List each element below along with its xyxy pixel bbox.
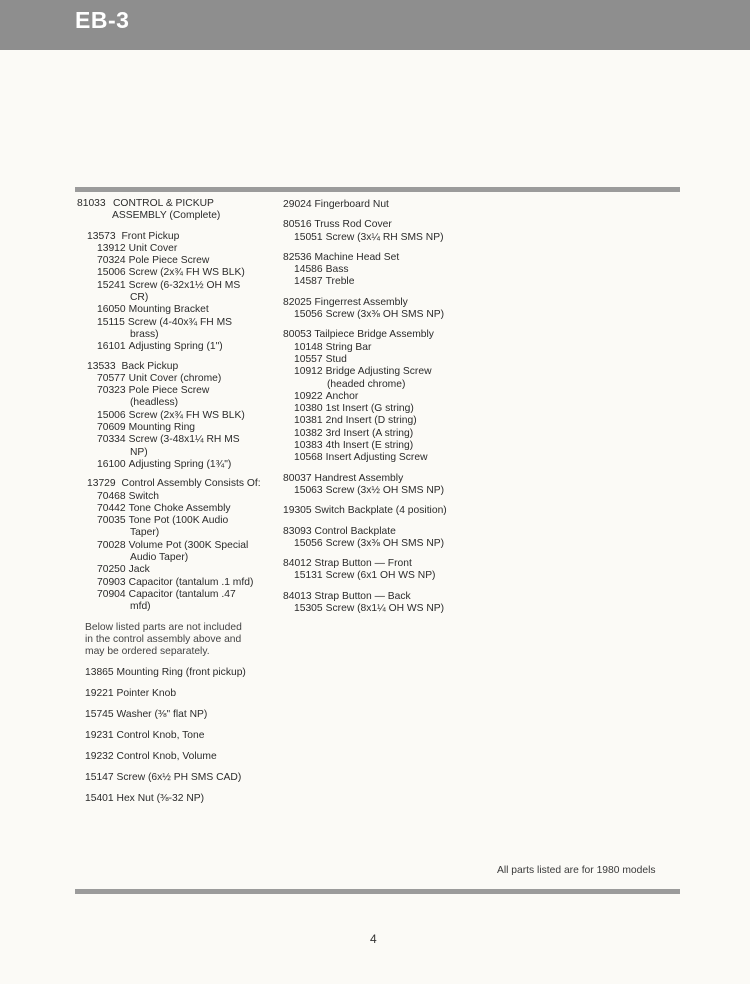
part-description: Screw (3x½ OH SMS NP): [325, 484, 445, 496]
part-number: 70323: [97, 385, 126, 397]
part-description-cont: mfd): [130, 601, 151, 613]
separate-order-note: [77, 622, 270, 659]
part-number: 10381: [294, 415, 323, 427]
part-number: 84013: [283, 590, 312, 602]
part-description: Insert Adjusting Screw: [325, 452, 428, 464]
main-assembly: [77, 198, 277, 223]
group-title: Fingerrest Assembly: [314, 296, 408, 308]
model-code: EB-3: [75, 7, 130, 33]
part-number: 15051: [294, 231, 323, 243]
part-description: Screw (6-32x1½ OH MS: [128, 279, 241, 291]
group-title: Tailpiece Bridge Assembly: [314, 329, 434, 341]
part-row: [77, 373, 277, 385]
part-number: 15131: [294, 570, 323, 582]
part-row: [283, 485, 483, 497]
part-number: 70334: [97, 434, 126, 446]
part-description: Screw (2x¾ FH WS BLK): [128, 267, 245, 279]
part-row: [283, 452, 483, 464]
part-number: 15745: [85, 709, 114, 721]
part-description: 2nd Insert (D string): [325, 415, 417, 427]
part-row: [77, 422, 277, 434]
part-description-cont: CR): [130, 292, 149, 304]
part-row: [283, 415, 483, 427]
bottom-divider: [75, 889, 680, 894]
group-title: Switch Backplate (4 position): [314, 505, 447, 517]
part-group: [283, 558, 483, 583]
part-description: Screw (6x½ PH SMS CAD): [116, 772, 242, 784]
part-description: Anchor: [325, 390, 359, 402]
part-number: 16100: [97, 458, 126, 470]
part-description: Bass: [325, 264, 349, 276]
group-title: Handrest Assembly: [314, 472, 404, 484]
part-number: 19232: [85, 751, 114, 763]
part-number: 83093: [283, 525, 312, 537]
part-row: [283, 403, 483, 415]
group-title: Truss Rod Cover: [314, 219, 392, 231]
part-row: [283, 428, 483, 440]
part-group: [283, 329, 483, 464]
page-number: 4: [370, 932, 377, 946]
parts-column-right: [283, 199, 483, 623]
part-description: Mounting Bracket: [128, 304, 209, 316]
part-number: 80516: [283, 219, 312, 231]
note-line: may be ordered separately.: [85, 646, 210, 658]
part-group: [283, 252, 483, 289]
part-description: Hex Nut (⅜-32 NP): [116, 793, 205, 805]
part-number: 29024: [283, 199, 312, 210]
part-description: Tone Choke Assembly: [128, 502, 231, 514]
part-number: 82536: [283, 251, 312, 263]
part-number: 70028: [97, 539, 126, 551]
part-number: 15063: [294, 484, 323, 496]
part-row: [77, 255, 277, 267]
separate-parts-list: [77, 667, 277, 805]
part-number: 14586: [294, 264, 323, 276]
part-number: 81033: [77, 198, 106, 209]
part-number: 13573: [87, 230, 116, 242]
part-description: Control Knob, Tone: [116, 730, 205, 742]
part-description: Pole Piece Screw: [128, 385, 210, 397]
part-description-cont: NP): [130, 446, 148, 458]
group-title: Front Pickup: [121, 230, 180, 242]
note-line: Below listed parts are not included: [85, 621, 242, 633]
part-number: 10383: [294, 440, 323, 452]
part-number: 13729: [87, 478, 116, 490]
part-row: [283, 366, 483, 391]
part-number: 16050: [97, 304, 126, 316]
part-number: 15305: [294, 603, 323, 615]
part-row: [77, 459, 277, 471]
part-description: Unit Cover (chrome): [128, 372, 222, 384]
part-description: Washer (⅜" flat NP): [116, 709, 208, 721]
part-description: Mounting Ring: [128, 422, 196, 434]
part-description: Jack: [128, 564, 150, 576]
part-number: 15006: [97, 267, 126, 279]
part-group: [283, 473, 483, 498]
part-number: 13912: [97, 242, 126, 254]
part-description: Adjusting Spring (1¾"): [128, 458, 232, 470]
group-title: Machine Head Set: [314, 251, 400, 263]
part-row: [283, 232, 483, 244]
part-description: Screw (3-48x1¼ RH MS: [128, 434, 240, 446]
part-row: [77, 577, 277, 589]
group-front-pickup: [77, 231, 277, 354]
part-row: [283, 309, 483, 321]
part-number: 82025: [283, 296, 312, 308]
part-group: [283, 526, 483, 551]
part-number: 13865: [85, 667, 114, 679]
part-description: Capacitor (tantalum .47: [128, 588, 236, 600]
part-number: 19305: [283, 505, 312, 517]
part-description: Screw (3x⅜ OH SMS NP): [325, 309, 445, 321]
part-row: [77, 304, 277, 316]
part-description: String Bar: [325, 341, 372, 353]
part-number: 70577: [97, 372, 126, 384]
part-description-cont: Audio Taper): [130, 552, 189, 564]
assembly-title: CONTROL & PICKUP: [113, 198, 214, 209]
part-description: Switch: [128, 490, 159, 502]
part-description: Screw (8x1¼ OH WS NP): [325, 603, 445, 615]
part-row: [283, 264, 483, 276]
part-row: [77, 491, 277, 503]
group-title: Control Backplate: [314, 525, 396, 537]
assembly-title-cont: ASSEMBLY (Complete): [112, 210, 221, 222]
part-description: Tone Pot (100K Audio: [128, 515, 229, 527]
part-number: 70468: [97, 490, 126, 502]
part-number: 10380: [294, 403, 323, 415]
part-description: Screw (2x¾ FH WS BLK): [128, 409, 245, 421]
separate-part-row: [77, 793, 277, 805]
part-number: 10568: [294, 452, 323, 464]
part-row: [77, 267, 277, 279]
part-group: [283, 297, 483, 322]
parts-list: [77, 373, 277, 471]
separate-part-row: [77, 772, 277, 784]
part-description: Mounting Ring (front pickup): [116, 667, 246, 679]
note-line: in the control assembly above and: [85, 633, 242, 645]
part-number: 70903: [97, 576, 126, 588]
part-description: 4th Insert (E string): [325, 440, 414, 452]
part-number: 13533: [87, 360, 116, 372]
part-number: 15056: [294, 309, 323, 321]
group-title: Back Pickup: [121, 360, 179, 372]
part-description: Screw (3x¼ RH SMS NP): [325, 231, 444, 243]
part-description: Capacitor (tantalum .1 mfd): [128, 576, 254, 588]
part-description: Volume Pot (300K Special: [128, 539, 249, 551]
part-number: 10912: [294, 366, 323, 378]
part-description: 1st Insert (G string): [325, 403, 414, 415]
part-number: 14587: [294, 276, 323, 288]
part-number: 15401: [85, 793, 114, 805]
part-row: [77, 410, 277, 422]
separate-part-row: [77, 751, 277, 763]
part-number: 19221: [85, 688, 114, 700]
separate-part-row: [77, 709, 277, 721]
part-description: Pole Piece Screw: [128, 255, 210, 267]
parts-list: [77, 491, 277, 614]
part-description: Adjusting Spring (1"): [128, 341, 223, 353]
part-row: [77, 434, 277, 459]
part-row: [77, 385, 277, 410]
part-number: 10382: [294, 427, 323, 439]
part-row: [283, 538, 483, 550]
part-description: 3rd Insert (A string): [325, 427, 414, 439]
group-back-pickup: [77, 361, 277, 472]
part-row: [283, 276, 483, 288]
part-row: [77, 317, 277, 342]
part-row: [283, 603, 483, 615]
models-note: All parts listed are for 1980 models: [497, 865, 656, 876]
part-description-cont: Taper): [130, 527, 160, 539]
part-number: 70250: [97, 564, 126, 576]
part-row: [77, 503, 277, 515]
part-description: Pointer Knob: [116, 688, 177, 700]
part-row: [77, 589, 277, 614]
part-number: 10922: [294, 390, 323, 402]
part-number: 10148: [294, 341, 323, 353]
group-title: Strap Button — Front: [314, 558, 412, 570]
part-group: [283, 505, 483, 517]
parts-list: [77, 243, 277, 354]
part-number: 15241: [97, 279, 126, 291]
part-row: [77, 341, 277, 353]
part-number: 10557: [294, 353, 323, 365]
part-number: 15147: [85, 772, 114, 784]
part-row: [283, 342, 483, 354]
part-number: 70609: [97, 422, 126, 434]
part-number: 80053: [283, 329, 312, 341]
separate-part-row: [77, 730, 277, 742]
part-row: [283, 391, 483, 403]
part-group: [283, 219, 483, 244]
part-number: 80037: [283, 472, 312, 484]
part-number: 19231: [85, 730, 114, 742]
parts-column-left: [77, 198, 277, 814]
part-row: [283, 570, 483, 582]
top-divider: [75, 187, 680, 192]
part-description: Stud: [325, 353, 347, 365]
part-number: 84012: [283, 558, 312, 570]
group-control-assembly: [77, 478, 277, 613]
header-band: [0, 0, 750, 50]
part-number: 15115: [97, 316, 125, 328]
part-row: [77, 515, 277, 540]
part-number: 70035: [97, 515, 126, 527]
part-row: [77, 243, 277, 255]
part-number: 15056: [294, 537, 323, 549]
group-title: Fingerboard Nut: [314, 199, 389, 210]
part-description: Screw (3x⅜ OH SMS NP): [325, 537, 445, 549]
part-row: [77, 280, 277, 305]
part-number: 70324: [97, 255, 126, 267]
group-title: Control Assembly Consists Of:: [121, 478, 261, 490]
part-description-cont: (headless): [130, 397, 179, 409]
part-description: Screw (6x1 OH WS NP): [325, 570, 436, 582]
group-title: Strap Button — Back: [314, 590, 411, 602]
part-row: [283, 440, 483, 452]
part-description: Treble: [325, 276, 355, 288]
part-row: [77, 564, 277, 576]
part-number: 70904: [97, 588, 126, 600]
part-number: 16101: [97, 341, 126, 353]
part-number: 15006: [97, 409, 126, 421]
part-description-cont: brass): [130, 328, 159, 340]
part-description: Unit Cover: [128, 242, 178, 254]
separate-part-row: [77, 667, 277, 679]
part-row: [77, 540, 277, 565]
part-description-cont: (headed chrome): [327, 378, 406, 390]
separate-part-row: [77, 688, 277, 700]
part-row: [283, 354, 483, 366]
part-description: Screw (4-40x¾ FH MS: [127, 316, 233, 328]
part-group: [283, 199, 483, 211]
part-description: Control Knob, Volume: [116, 751, 217, 763]
part-number: 70442: [97, 502, 126, 514]
part-description: Bridge Adjusting Screw: [325, 366, 432, 378]
part-group: [283, 591, 483, 616]
